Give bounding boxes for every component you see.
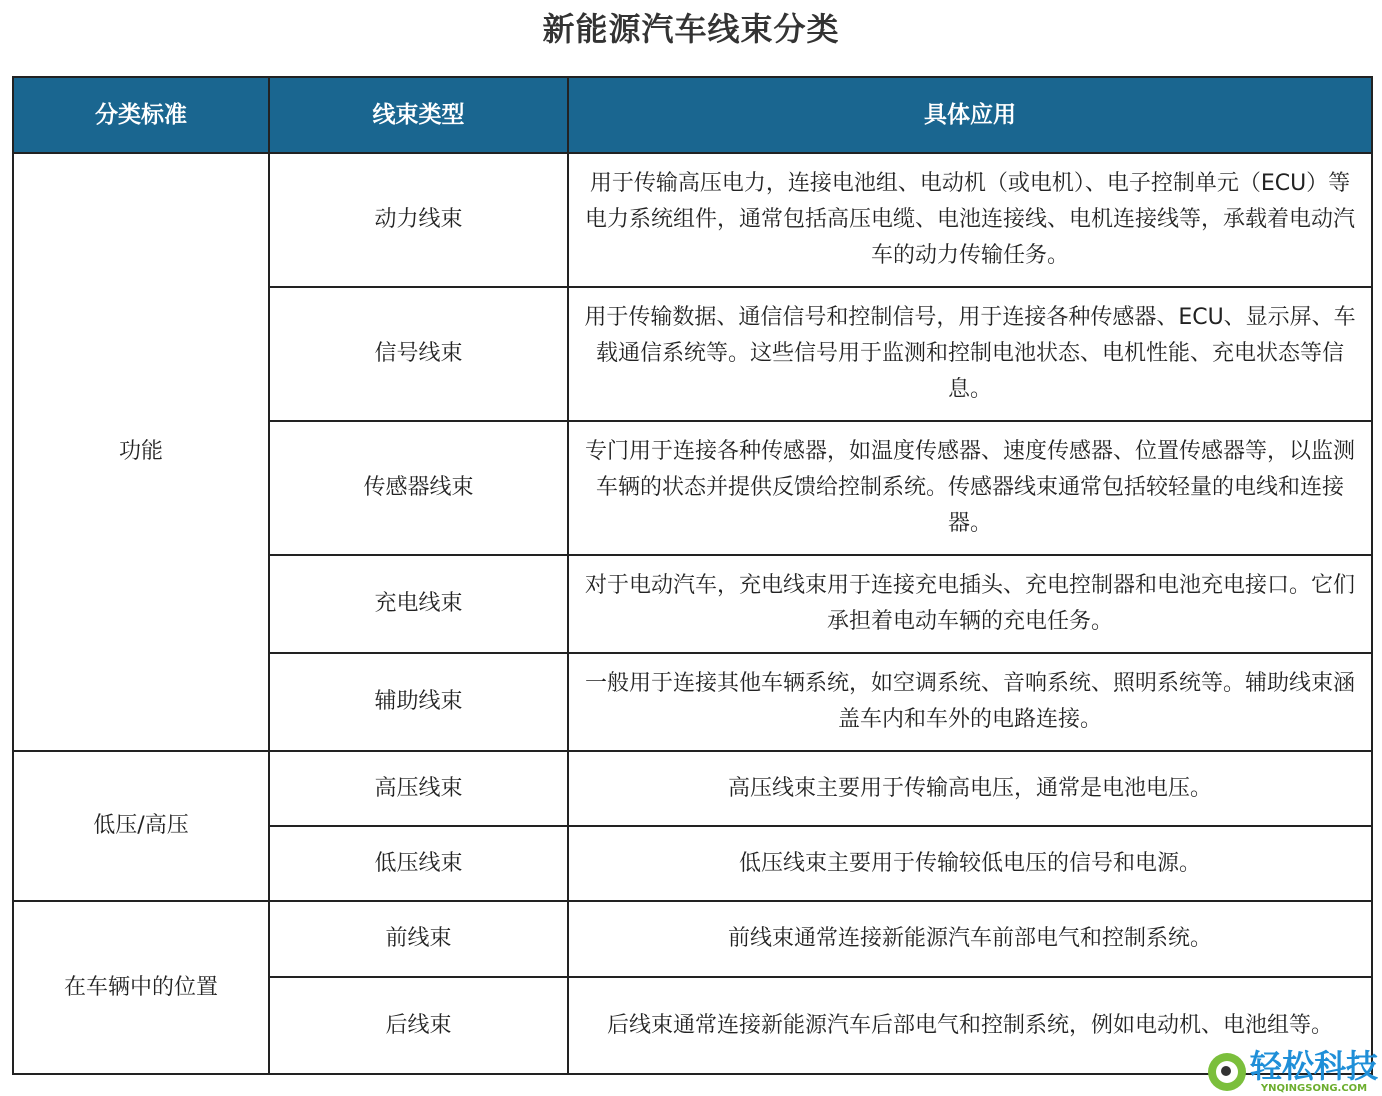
table-row bbox=[13, 901, 1372, 977]
desc-cell: 专门用于连接各种传感器，如温度传感器、速度传感器、位置传感器等，以监测车辆的状态并提供反馈给控制系统。传感器线束通常包括较轻量的电线和连接器。 bbox=[568, 421, 1372, 555]
category-cell: 在车辆中的位置 bbox=[13, 901, 269, 1074]
desc-cell: 用于传输数据、通信信号和控制信号，用于连接各种传感器、ECU、显示屏、车载通信系统等。这些信号用于监测和控制电池状态、电机性能、充电状态等信息。 bbox=[568, 287, 1372, 421]
type-cell: 低压线束 bbox=[269, 826, 568, 901]
type-cell: 传感器线束 bbox=[269, 421, 568, 555]
type-cell: 信号线束 bbox=[269, 287, 568, 421]
header-category: 分类标准 bbox=[13, 77, 269, 153]
harness-classification-table bbox=[12, 76, 1373, 1075]
type-cell: 前线束 bbox=[269, 901, 568, 977]
desc-cell: 后线束通常连接新能源汽车后部电气和控制系统，例如电动机、电池组等。 bbox=[568, 977, 1372, 1074]
desc-cell: 高压线束主要用于传输高电压，通常是电池电压。 bbox=[568, 751, 1372, 826]
watermark-name: 轻松科技 bbox=[1249, 1047, 1378, 1085]
page-title: 新能源汽车线束分类 bbox=[542, 10, 840, 48]
desc-cell: 对于电动汽车，充电线束用于连接充电插头、充电控制器和电池充电接口。它们承担着电动车辆的充电任务。 bbox=[568, 555, 1372, 653]
type-cell: 高压线束 bbox=[269, 751, 568, 826]
category-cell: 低压/高压 bbox=[13, 751, 269, 901]
eye-logo-icon bbox=[1208, 1053, 1246, 1091]
header-application: 具体应用 bbox=[568, 77, 1372, 153]
desc-cell: 一般用于连接其他车辆系统，如空调系统、音响系统、照明系统等。辅助线束涵盖车内和车外的电路连接。 bbox=[568, 653, 1372, 751]
table-header-row bbox=[13, 77, 1372, 153]
type-cell: 动力线束 bbox=[269, 153, 568, 287]
desc-cell: 低压线束主要用于传输较低电压的信号和电源。 bbox=[568, 826, 1372, 901]
category-cell: 功能 bbox=[13, 153, 269, 751]
type-cell: 辅助线束 bbox=[269, 653, 568, 751]
desc-cell: 前线束通常连接新能源汽车前部电气和控制系统。 bbox=[568, 901, 1372, 977]
watermark-logo bbox=[1208, 1049, 1378, 1094]
desc-cell: 用于传输高压电力，连接电池组、电动机（或电机）、电子控制单元（ECU）等电力系统组件，通常包括高压电缆、电池连接线、电机连接线等，承载着电动汽车的动力传输任务。 bbox=[568, 153, 1372, 287]
type-cell: 后线束 bbox=[269, 977, 568, 1074]
type-cell: 充电线束 bbox=[269, 555, 568, 653]
table-row bbox=[13, 153, 1372, 287]
watermark-domain: YNQINGSONG.COM bbox=[1260, 1083, 1368, 1094]
header-type: 线束类型 bbox=[269, 77, 568, 153]
table-row bbox=[13, 751, 1372, 826]
